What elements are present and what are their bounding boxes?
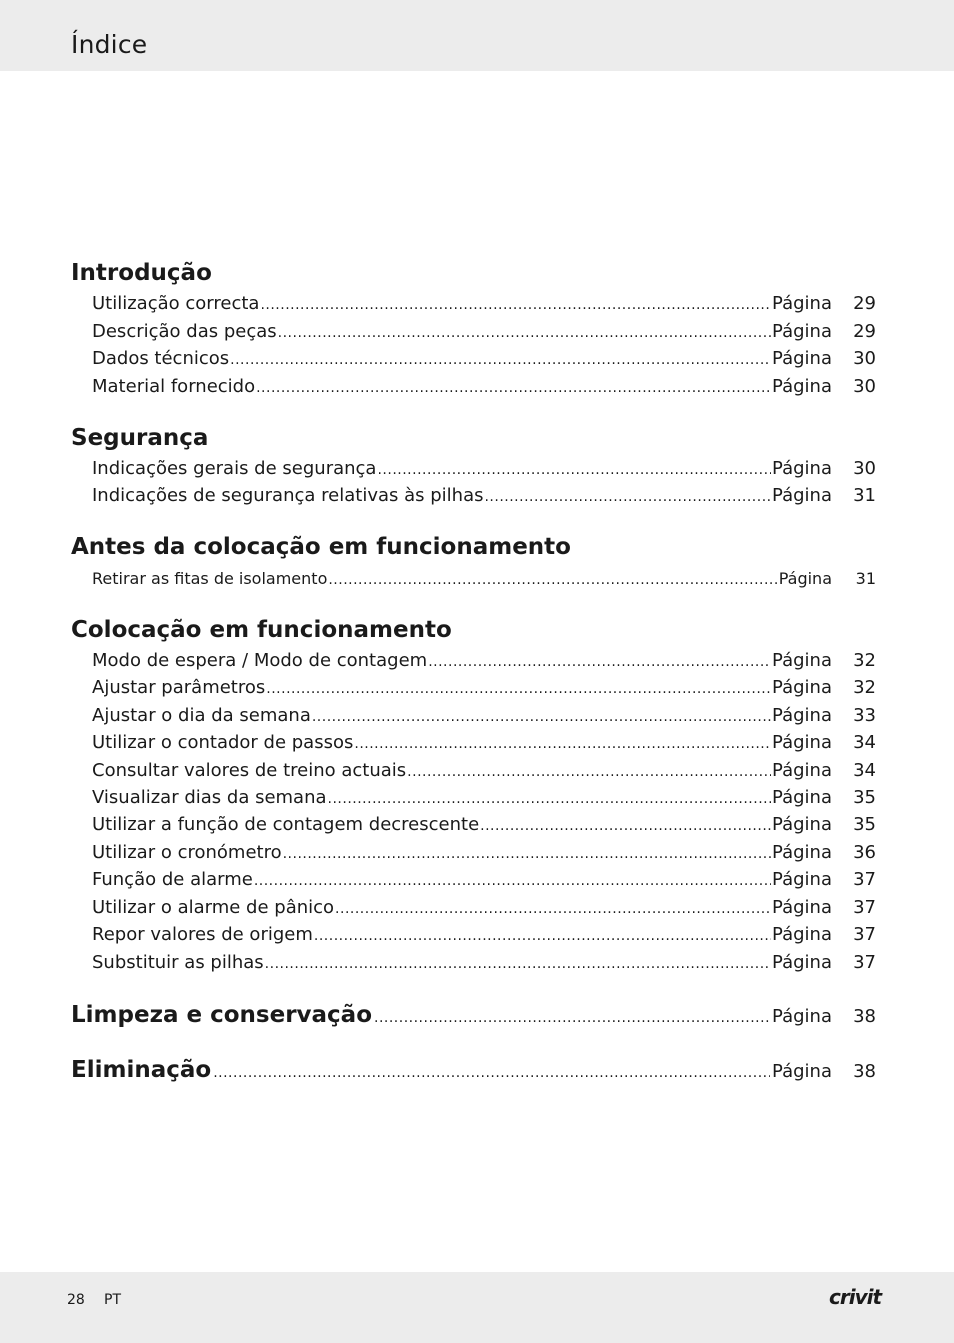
page-word: Página: [772, 458, 832, 479]
section-heading-introducao: Introdução: [71, 260, 212, 286]
toc-entry-label: Modo de espera / Modo de contagem: [92, 650, 428, 671]
section-heading-seguranca: Segurança: [71, 425, 209, 451]
page-word: Página: [772, 376, 832, 397]
toc-entry[interactable]: [92, 759, 876, 783]
page-title: Índice: [71, 30, 148, 59]
dot-leader: [428, 650, 771, 674]
toc-entry[interactable]: [92, 484, 876, 508]
dot-leader: [314, 924, 771, 948]
dot-leader: [283, 842, 771, 866]
toc-entry-label: Descrição das peças: [92, 321, 277, 342]
toc-entry-label: Utilizar o alarme de pânico: [92, 897, 335, 918]
toc-entry-label: Utilizar o contador de passos: [92, 732, 354, 753]
toc-page-number: 30: [853, 376, 876, 397]
toc-entry[interactable]: [92, 676, 876, 700]
toc-entry-label: Material fornecido: [92, 376, 256, 397]
toc-entry[interactable]: [92, 951, 876, 975]
dot-leader: [312, 705, 771, 729]
toc-entry[interactable]: [92, 813, 876, 837]
toc-page-number: 37: [853, 869, 876, 890]
toc-entry-label: Indicações de segurança relativas às pilhas: [92, 485, 484, 506]
page-word: Página: [772, 869, 832, 890]
toc-page-number: 29: [853, 293, 876, 314]
toc-entry-label: Ajustar o dia da semana: [92, 705, 311, 726]
dot-leader: [265, 952, 771, 976]
toc-entry-label: Utilização correcta: [92, 293, 260, 314]
dot-leader: [328, 568, 777, 592]
toc-entry[interactable]: [92, 320, 876, 344]
dot-leader: [377, 458, 771, 482]
toc-entry[interactable]: [92, 704, 876, 728]
dot-leader: [266, 677, 771, 701]
toc-entry[interactable]: [92, 375, 876, 399]
toc-page-number: 32: [853, 650, 876, 671]
footer-band: [0, 1272, 954, 1343]
toc-page-number: 36: [853, 842, 876, 863]
page-word: Página: [772, 485, 832, 506]
page-word: Página: [772, 732, 832, 753]
dot-leader: [484, 485, 771, 509]
dot-leader: [407, 760, 771, 784]
toc-page-number: 33: [853, 705, 876, 726]
page-word: Página: [772, 760, 832, 781]
page-word: Página: [772, 1006, 832, 1027]
toc-entry[interactable]: [92, 896, 876, 920]
page-word: Página: [772, 705, 832, 726]
page-word: Página: [772, 677, 832, 698]
section-heading-colocacao: Colocação em funcionamento: [71, 617, 452, 643]
dot-leader: [354, 732, 771, 756]
page-word: Página: [772, 787, 832, 808]
page-word: Página: [772, 842, 832, 863]
dot-leader: [328, 787, 772, 811]
toc-entry[interactable]: [92, 923, 876, 947]
toc-page-number: 35: [853, 787, 876, 808]
page-word: Página: [778, 569, 832, 588]
dot-leader: [480, 814, 771, 838]
dot-leader: [278, 321, 771, 345]
toc-entry[interactable]: [92, 868, 876, 892]
toc-entry-label: Função de alarme: [92, 869, 253, 890]
toc-page-number: 34: [853, 760, 876, 781]
page-word: Página: [772, 897, 832, 918]
page-word: Página: [772, 952, 832, 973]
page-word: Página: [772, 1061, 832, 1082]
toc-page-number: 37: [853, 924, 876, 945]
page-number: 28: [67, 1292, 85, 1308]
page-word: Página: [772, 650, 832, 671]
toc-page-number: 34: [853, 732, 876, 753]
toc-page-number: 37: [853, 897, 876, 918]
toc-page-number: 29: [853, 321, 876, 342]
toc-page-number: 30: [853, 348, 876, 369]
toc-page-number: 31: [853, 485, 876, 506]
toc-entry-label: Ajustar parâmetros: [92, 677, 266, 698]
dot-leader: [374, 1003, 770, 1033]
dot-leader: [335, 897, 771, 921]
toc-entry-label: Repor valores de origem: [92, 924, 313, 945]
dot-leader: [230, 348, 771, 372]
toc-page-number: 31: [855, 569, 876, 588]
section-heading-limpeza: Limpeza e conservação: [71, 1002, 372, 1028]
toc-entry-label: Dados técnicos: [92, 348, 230, 369]
page-word: Página: [772, 293, 832, 314]
toc-page-number: 38: [853, 1006, 876, 1027]
toc-entry-label: Consultar valores de treino actuais: [92, 760, 407, 781]
language-code: PT: [104, 1292, 121, 1308]
page-word: Página: [772, 348, 832, 369]
section-heading-eliminacao: Eliminação: [71, 1057, 212, 1083]
page-word: Página: [772, 814, 832, 835]
page-word: Página: [772, 924, 832, 945]
toc-page-number: 32: [853, 677, 876, 698]
toc-entry[interactable]: [92, 731, 876, 755]
toc-entry[interactable]: [92, 567, 876, 591]
toc-entry-eliminacao[interactable]: [71, 1055, 876, 1085]
dot-leader: [254, 869, 771, 893]
toc-entry-label: Retirar as fitas de isolamento: [92, 569, 328, 588]
toc-entry-label: Substituir as pilhas: [92, 952, 264, 973]
toc-page-number: 38: [853, 1061, 876, 1082]
toc-entry[interactable]: [92, 347, 876, 371]
page-word: Página: [772, 321, 832, 342]
toc-entry-label: Utilizar a função de contagem decrescente: [92, 814, 480, 835]
toc-entry-limpeza[interactable]: [71, 1000, 876, 1030]
toc-page-number: 35: [853, 814, 876, 835]
toc-entry-label: Utilizar o cronómetro: [92, 842, 282, 863]
toc-entry-label: Indicações gerais de segurança: [92, 458, 377, 479]
dot-leader: [260, 293, 771, 317]
dot-leader: [256, 376, 771, 400]
toc-entry[interactable]: [92, 292, 876, 316]
brand-logo: crivit: [829, 1285, 882, 1309]
toc-page-number: 30: [853, 458, 876, 479]
dot-leader: [213, 1058, 770, 1088]
toc-entry-label: Visualizar dias da semana: [92, 787, 327, 808]
toc-page-number: 37: [853, 952, 876, 973]
toc-entry[interactable]: [92, 841, 876, 865]
toc-entry[interactable]: [92, 457, 876, 481]
section-heading-antes-da-colocacao: Antes da colocação em funcionamento: [71, 534, 571, 560]
toc-entry[interactable]: [92, 649, 876, 673]
toc-entry[interactable]: [92, 786, 876, 810]
